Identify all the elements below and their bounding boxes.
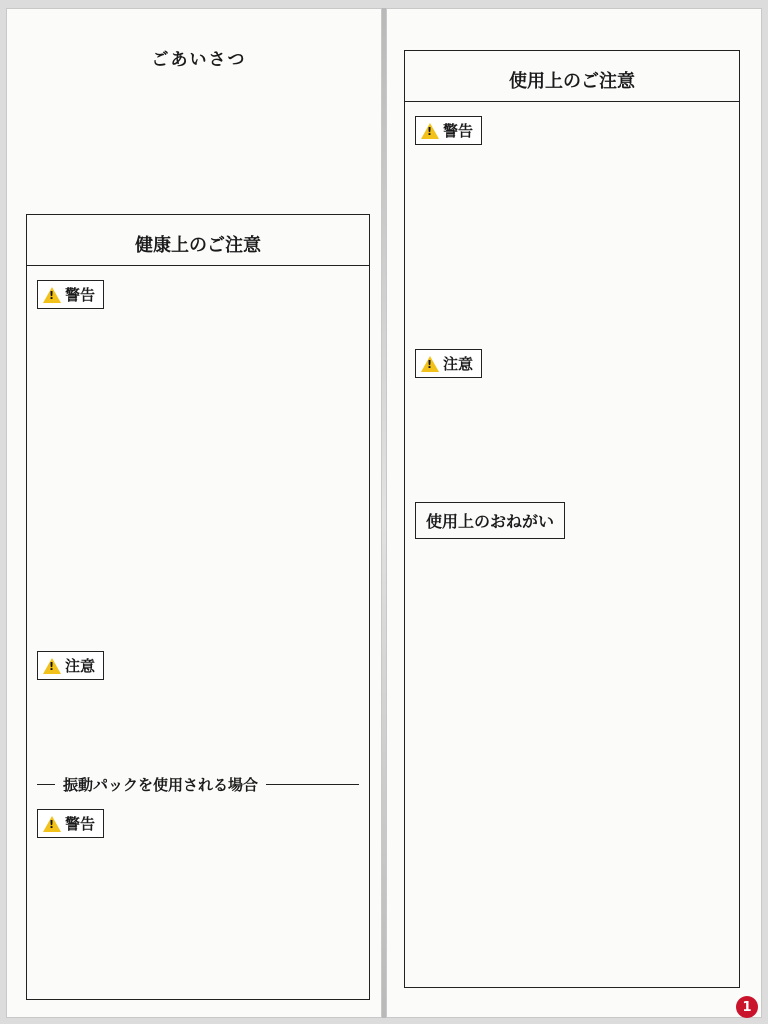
health-warning-label xyxy=(37,280,104,309)
usage-caution-label xyxy=(415,349,482,378)
usage-request-title: 使用上のおねがい xyxy=(415,502,565,539)
caution-triangle-icon xyxy=(421,356,439,372)
rumble-heading-rule-left xyxy=(37,784,55,786)
health-notice-box xyxy=(26,214,370,1000)
page-number-badge: 1 xyxy=(736,996,758,1018)
health-warning-text: 警告 xyxy=(65,286,96,304)
health-notice-title: 健康上のご注意 xyxy=(27,215,369,266)
usage-notice-title: 使用上のご注意 xyxy=(405,51,739,102)
health-warning-body-untranscribed xyxy=(27,319,369,637)
usage-warning-body-untranscribed xyxy=(405,155,739,335)
usage-warning-label xyxy=(415,116,482,145)
warning-triangle-icon xyxy=(43,816,61,832)
warning-triangle-icon xyxy=(421,123,439,139)
health-caution-text: 注意 xyxy=(65,657,96,675)
rumble-heading-rule-right xyxy=(266,784,359,786)
usage-warning-text: 警告 xyxy=(443,122,474,140)
usage-caution-body-untranscribed xyxy=(405,388,739,488)
caution-triangle-icon xyxy=(43,658,61,674)
greeting-title: ごあいさつ xyxy=(151,50,247,70)
health-caution-label xyxy=(37,651,104,680)
health-caution-body-untranscribed xyxy=(27,690,369,760)
rumble-pack-title: 振動パックを使用される場合 xyxy=(63,776,259,794)
rumble-warning-label xyxy=(37,809,104,838)
rumble-pack-heading xyxy=(37,774,359,795)
usage-notice-box xyxy=(404,50,740,988)
warning-triangle-icon xyxy=(43,287,61,303)
rumble-warning-text: 警告 xyxy=(65,815,96,833)
usage-caution-text: 注意 xyxy=(443,355,474,373)
